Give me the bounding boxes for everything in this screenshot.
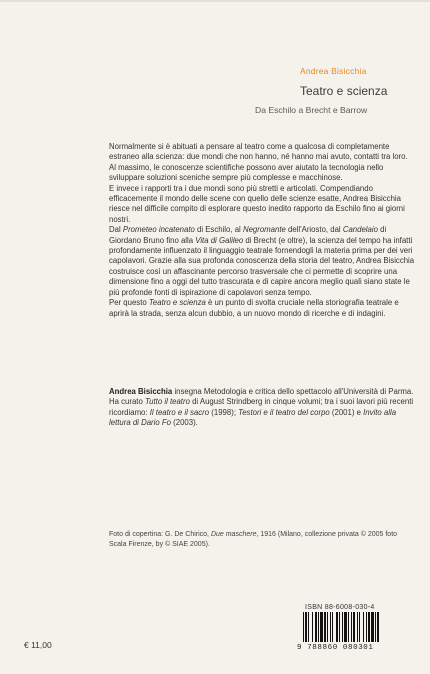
barcode-bar xyxy=(371,612,374,642)
barcode-bar xyxy=(353,612,355,642)
barcode-bar xyxy=(330,612,331,642)
author-name: Andrea Bisicchia xyxy=(300,66,367,76)
barcode-bar xyxy=(332,612,333,642)
barcode-bar xyxy=(348,612,349,642)
barcode-bar xyxy=(357,612,358,642)
book-subtitle: Da Eschilo a Brecht e Barrow xyxy=(255,105,368,115)
barcode-bar xyxy=(320,612,323,642)
barcode-image xyxy=(301,612,413,642)
cover-credit: Foto di copertina: G. De Chirico, Due maschere, 1916 (Milano, collezione privata © 2005 foto Scala Firenze, by © SIAE 2005). xyxy=(109,531,398,548)
barcode-bar xyxy=(375,612,376,642)
barcode-bar xyxy=(377,612,379,642)
ean-digits: 9 788860 080301 xyxy=(297,644,374,652)
barcode-bar xyxy=(363,612,364,642)
barcode-bar xyxy=(342,612,343,642)
barcode-bar xyxy=(318,612,319,642)
blurb-paragraph: E invece i rapporti tra i due mondi sono più stretti e articolati. Compendiando efficacemente il mondo delle scene con quello delle scienze esatte, Andrea Bisicchia riesce nel difficile compito di esplorare questo inedito rapporto da Eschilo fino ai giorni nostri. xyxy=(109,183,405,224)
page-edge xyxy=(0,0,430,2)
isbn-label: ISBN 88-6008-030-4 xyxy=(305,604,375,611)
barcode-bar xyxy=(359,612,360,642)
barcode-bar xyxy=(366,612,367,642)
barcode-bar xyxy=(336,612,338,642)
barcode-bar xyxy=(324,612,326,642)
barcode-bar xyxy=(351,612,352,642)
barcode-bar xyxy=(312,612,313,642)
author-bio: Andrea Bisicchia insegna Metodologia e critica dello spettacolo all'Università di Parma. Ha curato Tutto il teatro di August Strindberg in cinque volumi; tra i suoi lavori più recenti ricordiamo: Il teatro e il sacro (1998); Testori e il teatro del corpo (2001) e Invito alla lettura di Dario Fo (2003). xyxy=(109,387,414,428)
blurb-paragraph: Dal Prometeo incatenato di Eschilo, al Negromante dell'Ariosto, dal Candelaio di Giordano Bruno fino alla Vita di Galileo di Brecht (e oltre), la scienza del tempo ha infatti profondamente influenzato il linguaggio teatrale fornendogli la materia prima per dei veri capolavori. Grazie alla sua profonda conoscenza della storia del teatro, Andrea Bisicchia costruisce così un affascinante percorso trasversale che ci permette di scoprire una dimensione fino a oggi del tutto trascurata e di capire ancora meglio quali siano state le più profonde fonti di ispirazione di capolavori senza tempo. xyxy=(109,225,415,297)
blurb xyxy=(109,142,415,319)
book-title: Teatro e scienza xyxy=(300,84,388,98)
barcode-bar xyxy=(344,612,347,642)
blurb-paragraph: Per questo Teatro e scienza è un punto di svolta cruciale nella storiografia teatrale e aprirà la strada, senza alcun dubbio, a un nuovo mondo di ricerche e di indagini. xyxy=(109,298,399,318)
barcode-bar xyxy=(339,612,340,642)
barcode-block xyxy=(297,604,417,656)
barcode-bar xyxy=(308,612,309,642)
barcode-bar xyxy=(303,612,304,642)
price: € 11,00 xyxy=(24,640,52,650)
barcode-bar xyxy=(368,612,370,642)
barcode-bar xyxy=(305,612,307,642)
barcode-bar xyxy=(327,612,328,642)
barcode-bar xyxy=(315,612,317,642)
blurb-paragraph: Normalmente si è abituati a pensare al teatro come a qualcosa di completamente estraneo alla scienza: due mondi che non hanno, né hanno mai avuto, contatti tra loro. Al massimo, le conoscenze scientifiche possono aver aiutato la tecnologia nello sviluppare soluzioni sceniche sempre più complesse e macchinose. xyxy=(109,142,408,183)
